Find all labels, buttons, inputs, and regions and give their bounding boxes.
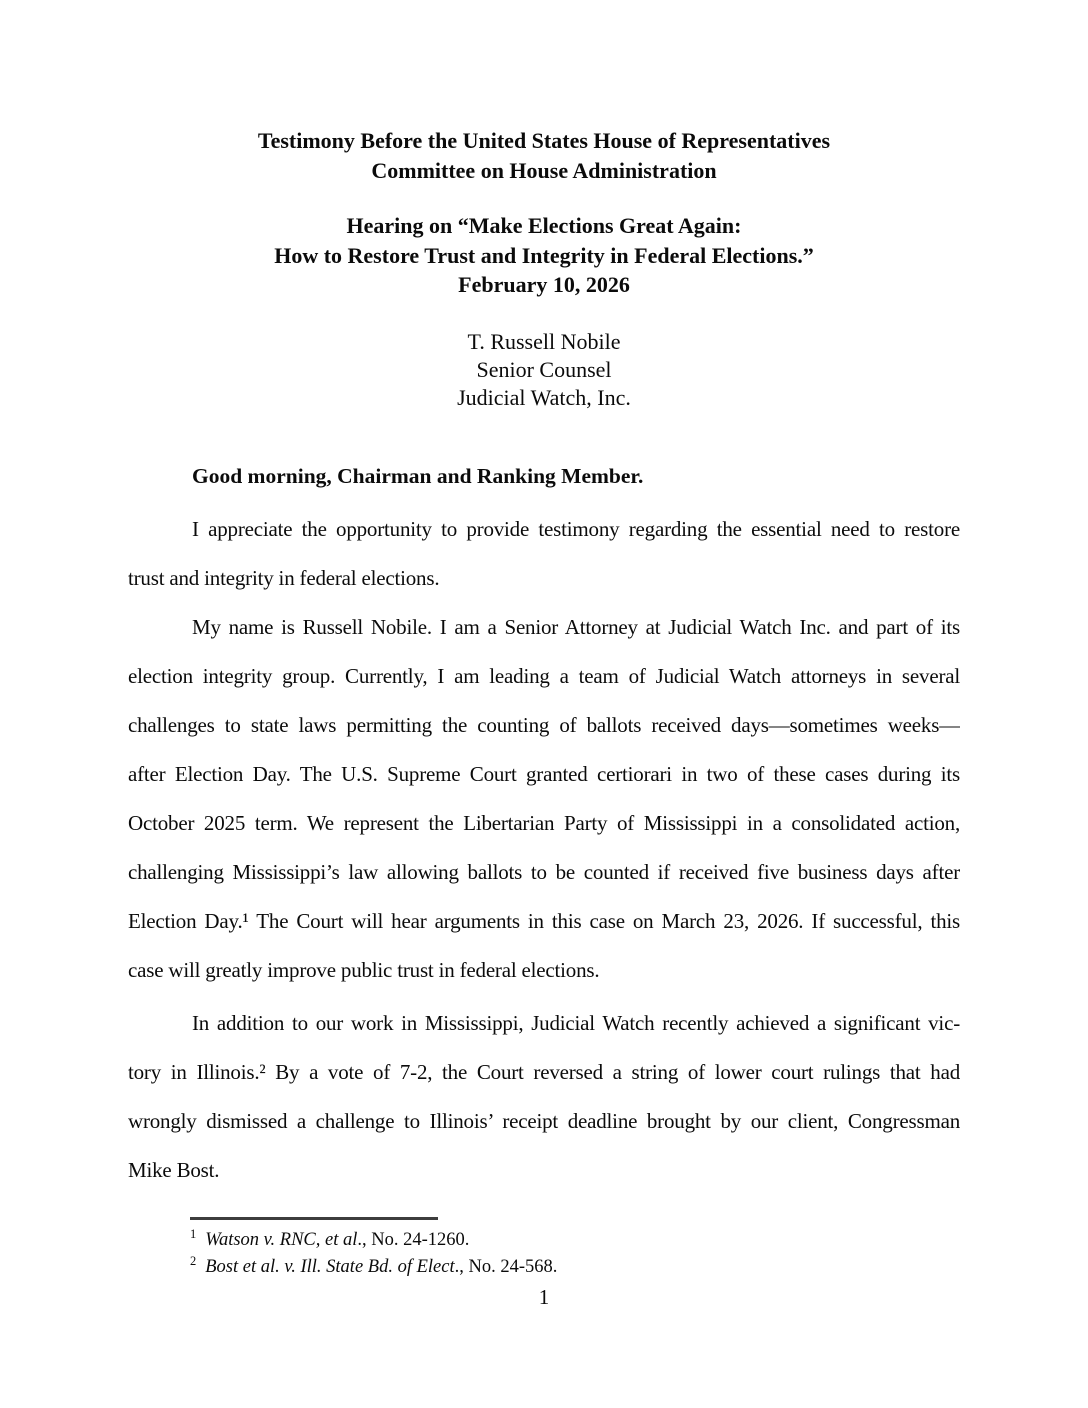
author-role: Senior Counsel [476, 357, 612, 382]
paragraph-line: tory in Illinois.² By a vote of 7-2, the Court reversed a string of lower court rulings that had [128, 1060, 960, 1084]
footnote-marker: 1 [190, 1226, 197, 1241]
hearing-title-line-1: Hearing on “Make Elections Great Again: [346, 213, 742, 238]
document-title-block [128, 126, 960, 186]
hearing-date: February 10, 2026 [458, 272, 630, 297]
paragraph-line: wrongly dismissed a challenge to Illinois’ receipt deadline brought by our client, Congressman [128, 1109, 960, 1133]
body-paragraph-2 [128, 603, 960, 995]
body-paragraph-1 [128, 505, 960, 603]
footnote [190, 1254, 750, 1281]
footnote-separator [190, 1217, 438, 1220]
footnote-citation: ., No. 24-568. [454, 1256, 558, 1277]
paragraph-line: Mike Bost. [128, 1158, 220, 1182]
footnote-case-name: Watson v. RNC, et al [205, 1230, 358, 1250]
footnote-case-name: Bost et al. v. Ill. State Bd. of Elect [205, 1256, 455, 1277]
paragraph-line: after Election Day. The U.S. Supreme Court granted certiorari in two of these cases during its [128, 762, 960, 786]
document-title-line-2: Committee on House Administration [371, 158, 717, 183]
document-title-line-1: Testimony Before the United States House of Representatives [257, 128, 831, 153]
footnote-area [190, 1217, 750, 1280]
footnote-citation: ., No. 24-1260. [357, 1230, 470, 1250]
hearing-title-block [128, 211, 960, 300]
paragraph-line: case will greatly improve public trust in federal elections. [128, 958, 600, 982]
author-block [128, 328, 960, 412]
greeting-line: Good morning, Chairman and Ranking Member. [192, 464, 644, 488]
paragraph-line: challenging Mississippi’s law allowing ballots to be counted if received five business days after [128, 860, 960, 884]
author-organization: Judicial Watch, Inc. [457, 385, 631, 410]
paragraph-line: My name is Russell Nobile. I am a Senior Attorney at Judicial Watch Inc. and part of its [192, 615, 960, 639]
author-name: T. Russell Nobile [467, 329, 621, 354]
paragraph-line: I appreciate the opportunity to provide testimony regarding the essential need to restore [192, 517, 960, 541]
page-number: 1 [538, 1285, 550, 1309]
hearing-title-line-2: How to Restore Trust and Integrity in Federal Elections.” [274, 242, 814, 268]
body-paragraph-3 [128, 999, 960, 1195]
footnote-marker: 2 [190, 1253, 197, 1268]
document-content [128, 0, 960, 1408]
paragraph-line: Election Day.¹ The Court will hear arguments in this case on March 23, 2026. If successful, this [128, 909, 960, 933]
paragraph-line: challenges to state laws permitting the counting of ballots received days—sometimes weeks— [128, 713, 960, 737]
paragraph-line: trust and integrity in federal elections. [128, 566, 440, 590]
footnote [190, 1227, 750, 1254]
paragraph-line: October 2025 term. We represent the Libertarian Party of Mississippi in a consolidated action, [128, 811, 960, 835]
paragraph-line: In addition to our work in Mississippi, Judicial Watch recently achieved a significant vic- [192, 1011, 960, 1035]
paragraph-line: election integrity group. Currently, I am leading a team of Judicial Watch attorneys in several [128, 664, 960, 688]
